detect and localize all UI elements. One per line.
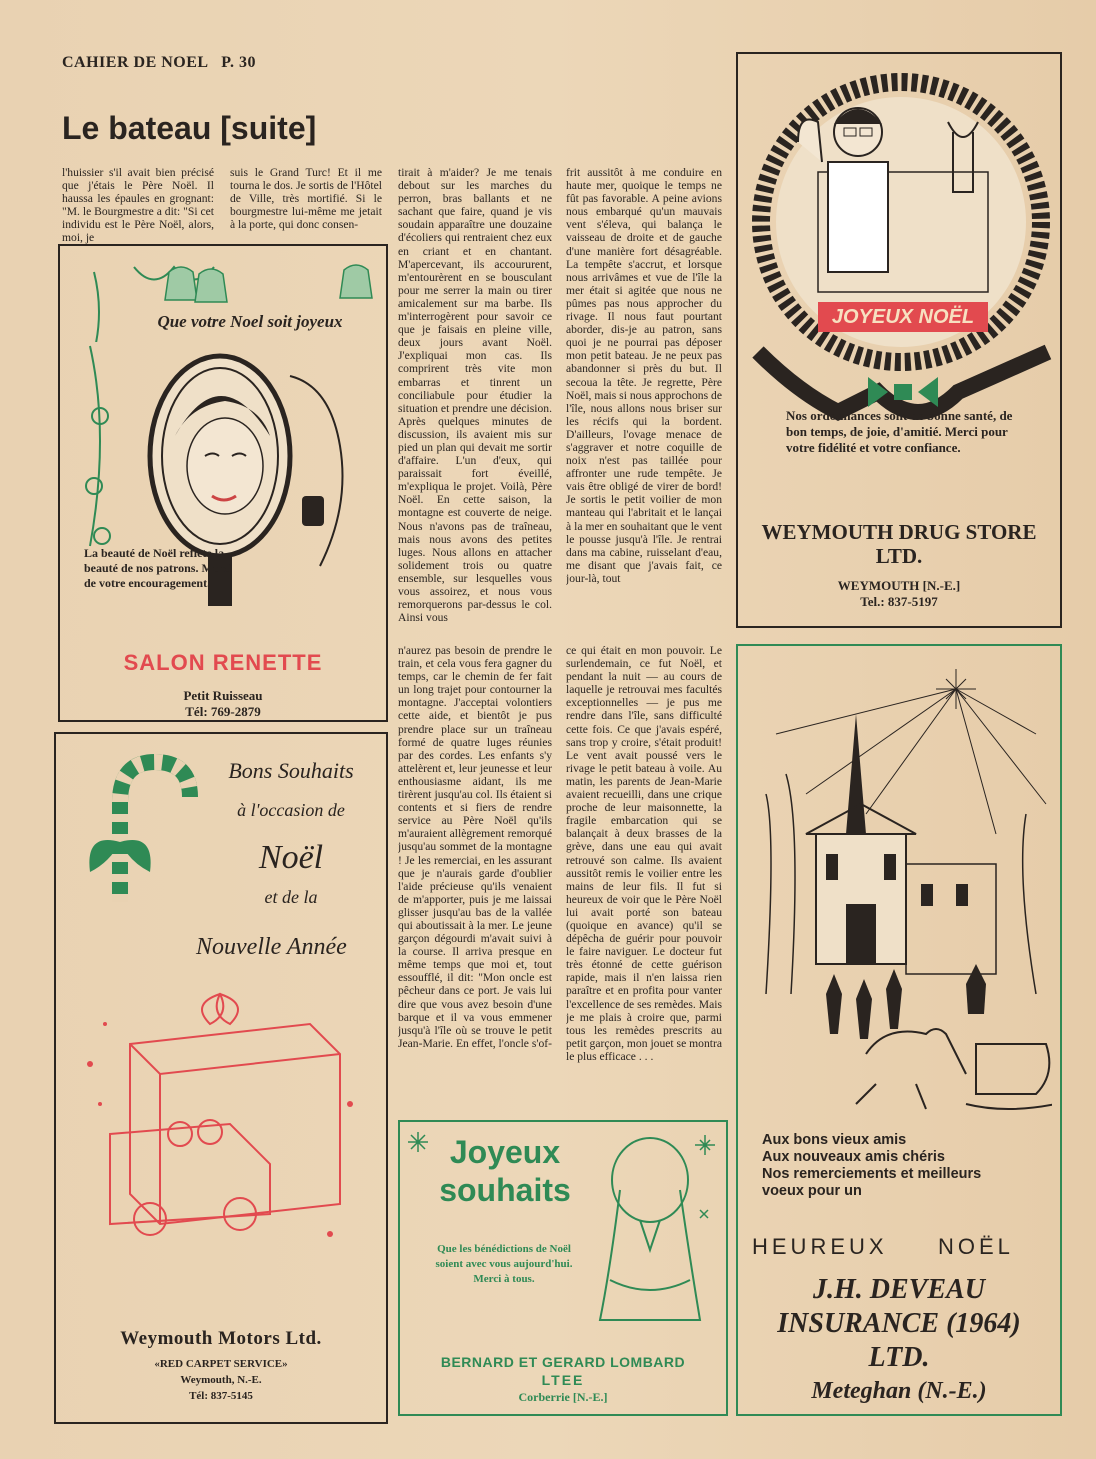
- lombard-body: Que les bénédictions de Noël soient avec vous aujourd'hui. Merci à tous.: [435, 1243, 573, 1285]
- deveau-line3: Nos remerciements et meilleurs: [762, 1166, 982, 1182]
- praying-child-illustration: [580, 1130, 720, 1340]
- drug-place: WEYMOUTH [N.-E.]: [837, 578, 961, 593]
- deveau-name2: INSURANCE (1964): [777, 1308, 1021, 1339]
- drug-name1: WEYMOUTH DRUG STORE: [761, 520, 1037, 544]
- motors-service: «RED CARPET SERVICE»: [154, 1358, 288, 1370]
- salon-body: La beauté de Noël reflète la beauté de nos patrons. Merci de votre encouragement.: [84, 546, 232, 590]
- deveau-insurance-ad: [736, 644, 1062, 1416]
- deveau-line1: Aux bons vieux amis: [762, 1132, 907, 1148]
- drug-banner: JOYEUX NOËL: [831, 306, 975, 328]
- snowflake-icon: [406, 1130, 430, 1154]
- salon-phone: Tél: 769-2879: [185, 704, 261, 719]
- motors-greeting: [206, 758, 376, 924]
- article-title: Le bateau [suite]: [62, 110, 317, 146]
- gift-box-car-illustration: [70, 984, 370, 1244]
- motors-place: Weymouth, N.-E.: [180, 1374, 262, 1386]
- church-sleigh-illustration: [746, 654, 1052, 1114]
- weymouth-drug-ad: [736, 52, 1062, 628]
- lombard-name2: LTEE: [541, 1372, 585, 1388]
- lombard-place: Corberrie [N.-E.]: [518, 1390, 608, 1404]
- motors-name: Weymouth Motors Ltd.: [120, 1328, 322, 1349]
- deveau-greeting: [762, 1132, 1052, 1200]
- pharmacist-wreath-illustration: [748, 62, 1054, 442]
- candy-cane-illustration: [80, 752, 210, 912]
- deveau-word2: NOËL: [938, 1234, 1014, 1259]
- weymouth-motors-ad: [54, 732, 388, 1424]
- motors-line4: et de la: [264, 887, 318, 907]
- motors-line1: Bons Souhaits: [228, 758, 354, 783]
- deveau-name1: J.H. DEVEAU: [813, 1274, 985, 1305]
- article-col3-bottom: n'aurez pas besoin de prendre le train, et cela vous fera gagner du temps, car le chemin de fer fait un long trajet pour contourner la montagne. J'acceptai volontiers cette aide, et bientôt je pus prendre place sur un traîneau formé de quatre luges réunies par des cordes. Les enfants s'y attelèrent et, leur jeunesse et leur enthousiasme aidant, ils me tirèrent jusqu'au col. Ils étaient si contents et si fiers de rendre service au Père Noël qu'ils m'auraient allègrement remorqué jusqu'au sommet de la montagne ! Je les remerciai, en les assurant que je n'aurais garde d'oublier l'aide précieuse qu'ils venaient de m'apporter, puis je me laissai glisser jusqu'au bas de la vallée qui aboutissait à la mer. Le jeune garçon dégourdi m'avait suivi à la course. Il arriva presque en même temps que moi et, tout essoufflé, il dit: "Mon oncle est pêcheur dans ce port. Je vais lui dire que vous avez besoin d'une barque et il va vous emmener jusqu'à l'île où se trouve le petit Jean-Marie. En effet, l'oncle s'of-: [398, 644, 552, 1050]
- lombard-headline1: Joyeux: [449, 1134, 561, 1170]
- motors-phone: Tél: 837-5145: [189, 1390, 253, 1402]
- motors-line3: Noël: [258, 839, 324, 876]
- article-col2-top: suis le Grand Turc! Et il me tourna le dos. Je sortis de l'Hôtel de Ville, très mortifié. Si le bourgmestre lui-même me jetait à la porte, qui donc consen-: [230, 166, 382, 232]
- salon-renette-ad: [58, 244, 388, 722]
- lombard-name1: BERNARD ET GERARD LOMBARD: [440, 1354, 686, 1370]
- lombard-ad: [398, 1120, 728, 1416]
- page-header: CAHIER DE NOEL P. 30: [62, 54, 256, 71]
- deveau-line4: voeux pour un: [762, 1183, 862, 1199]
- salon-headline: Que votre Noel soit joyeux: [157, 312, 343, 331]
- drug-phone: Tel.: 837-5197: [860, 594, 938, 609]
- article-col1-top: l'huissier s'il avait bien précisé que j'étais le Père Noël. Il haussa les épaules en grognant: "M. le Bourgmestre a dit: "Si cet individu est le Père Noël, alors, moi, je: [62, 166, 214, 244]
- article-col4-top: frit aussitôt à me conduire en haute mer, quoique le temps ne fût pas favorable. A peine avions nous embarqué qu'un mauvais vent s'éleva, qui balança le vaisseau de droite et de gauche d'une manière fort désagréable. La tempête s'accrut, et lorsque nous arrivâmes et vue de l'île la mer était si agitée que nous ne pûmes pas nous approcher du rivage. Il nous faut pourtant aborder, dis-je au patron, sans quoi je ne pourrai pas déposer mon petit bateau. Je ne peux pas abandonner si près du but. Il secoua la tête. Je regrette, Père Noël, mais si nous approchons de l'île, nous allons nous briser sur les récifs qui la bordent. D'ailleurs, l'ovage menace de s'aggraver et notre coquille de noix n'est pas taillée pour affronter une rude tempête. Je vais être obligé de virer de bord! Je sortis le petit voilier de mon manteau qui l'abritait et le lançai à la mer en souhaitant que le vent le pousse jusqu'à l'île. Je rentrai dans ma cabine, ruisselant d'eau, me disant que j'avais fait, ce jour-là, tout: [566, 166, 722, 585]
- deveau-name3: LTD.: [868, 1342, 930, 1373]
- motors-line5: Nouvelle Année: [196, 934, 347, 960]
- deveau-place: Meteghan (N.-E.): [811, 1378, 987, 1404]
- salon-place: Petit Ruisseau: [183, 688, 263, 703]
- article-col4-bottom: ce qui était en mon pouvoir. Le surlendemain, ce fut Noël, et pendant la nuit — au cours de laquelle je retrouvai mes facultés exceptionnelles — je pus me rendre dans l'île, sans difficulté cette fois. Ce que j'avais espéré, sans trop y croire, s'était produit! Le vent avait poussé vers le rivage le petit bateau à voile. Au matin, les parents de Jean-Marie avaient recueilli, dans une crique proche de leur maisonnette, la fragile embarcation qui se balançait à deux brasses de la grève, dans une eau qui avait retrouvé son calme. Ils avaient aussitôt remis le voilier entre les mains de leur fils. Il fut si heureux de voir que le Père Noël lui avait porté son bateau (quoique en avance) qu'il se dépêcha de guérir pour pouvoir le faire naviguer. Le docteur fut très étonné de cette guérison rapide, mais il n'en laissa rien paraître et en profita pour vanter l'excellence de ses remèdes. Mais je me plais à croire que, parmi tous les remèdes prescrits au petit garçon, mon jouet se montra le plus efficace . . .: [566, 644, 722, 1063]
- lombard-headline2: souhaits: [439, 1172, 571, 1208]
- drug-name2: LTD.: [875, 544, 923, 568]
- deveau-line2: Aux nouveaux amis chéris: [762, 1149, 945, 1165]
- article-col3-top: tirait à m'aider? Je me tenais debout sur les marches du perron, bras ballants et ne sachant que faire, quand je vis soudain apparaître une douzaine d'écoliers qui rentraient chez eux en criant et en chantant. M'apercevant, ils accoururent, m'entourèrent en se bousculant pour me serrer la main ou tirer amicalement sur ma barbe. Ils m'interrogèrent pour savoir ce que je faisais en pleine ville, deux jours avant Noël. J'expliquai mon cas. Ils comprirent très vite mon embarras et tinrent un conciliabule pour étudier la situation et prendre une décision. Après quelques minutes de discussion, ils avaient mis sur pied un plan qui devait me sortir d'affaire. L'un d'eux, qui paraissait fort éveillé, m'expliqua le projet. Voilà, Père Noël. En cette saison, la montagne est couverte de neige. Nous n'avons pas de traîneau, mais nous avons des petites luges. Nous allons en attacher solidement trois ou quatre ensemble, sur lesquelles vous vous assoirez, et nous vous remorquerons par-dessus le col. Ainsi vous: [398, 166, 552, 625]
- salon-name: SALON RENETTE: [123, 650, 323, 675]
- deveau-word1: HEUREUX: [752, 1234, 888, 1259]
- motors-line2: à l'occasion de: [237, 800, 345, 820]
- drug-body: Nos ordonnances sont de bonne santé, de bon temps, de joie, d'amitié. Merci pour votre fidélité et votre confiance.: [786, 408, 1013, 455]
